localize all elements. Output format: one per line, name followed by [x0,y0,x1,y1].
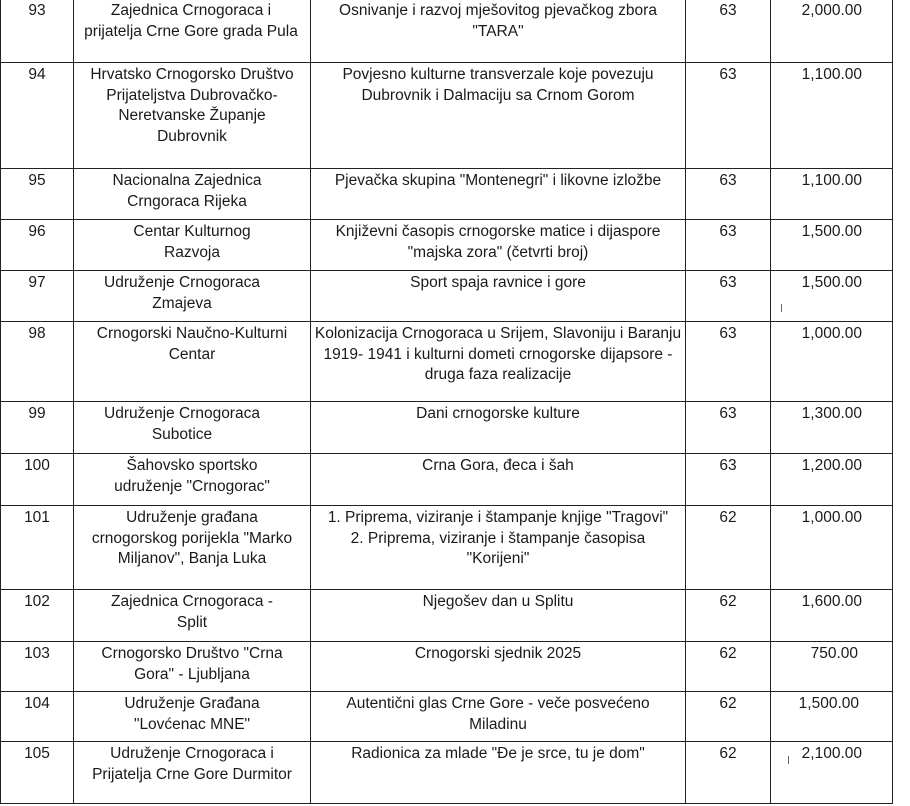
organization-name: Šahovsko sportsko udruženje "Crnogorac" [74,454,311,506]
row-number: 98 [1,322,74,402]
project-name: Radionica za mlade "Đe je srce, tu je dom" [311,742,686,804]
table-row [1,169,893,220]
points-value: 62 [686,590,771,642]
amount-value: 1,500.00 [771,220,893,271]
amount-value: 750.00 [771,642,893,692]
row-number: 96 [1,220,74,271]
project-name: Njegošev dan u Splitu [311,590,686,642]
row-number: 99 [1,402,74,454]
row-number: 100 [1,454,74,506]
organization-name: Udruženje Crnogoraca Zmajeva [74,271,311,322]
points-value: 63 [686,322,771,402]
project-name: Književni časopis crnogorske matice i dijaspore "majska zora" (četvrti broj) [311,220,686,271]
organization-name: Hrvatsko Crnogorsko Društvo Prijateljstva Dubrovačko-Neretvanske Županje Dubrovnik [74,63,311,169]
row-number: 101 [1,506,74,590]
points-value: 63 [686,0,771,63]
amount-value: 1,000.00 [771,506,893,590]
amount-value: 1,200.00 [771,454,893,506]
amount-value: 2,000.00 [771,0,893,63]
project-name: Povjesno kulturne transverzale koje povezuju Dubrovnik i Dalmaciju sa Crnom Gorom [311,63,686,169]
row-number: 104 [1,692,74,742]
project-name: Dani crnogorske kulture [311,402,686,454]
table-row [1,642,893,692]
points-value: 63 [686,220,771,271]
table-row [1,63,893,169]
row-number: 93 [1,0,74,63]
scan-mark [781,304,782,312]
project-name: Autentični glas Crne Gore - veče posvećeno Miladinu [311,692,686,742]
project-name: Osnivanje i razvoj mješovitog pjevačkog zbora "TARA" [311,0,686,63]
points-value: 63 [686,63,771,169]
amount-value: 1,100.00 [771,63,893,169]
points-value: 62 [686,692,771,742]
points-value: 63 [686,454,771,506]
points-value: 63 [686,271,771,322]
project-name: Pjevačka skupina "Montenegri" i likovne izložbe [311,169,686,220]
project-name: Sport spaja ravnice i gore [311,271,686,322]
project-name: Kolonizacija Crnogoraca u Srijem, Slavoniju i Baranju 1919- 1941 i kulturni dometi crnogorske dijapsore -druga faza realizacije [311,322,686,402]
table-row [1,402,893,454]
amount-value: 1,300.00 [771,402,893,454]
organization-name: Udruženje Crnogoraca i Prijatelja Crne Gore Durmitor [74,742,311,804]
table-row [1,0,893,63]
amount-value: 2,100.00 [771,742,893,804]
table-row [1,590,893,642]
points-value: 63 [686,169,771,220]
organization-name: Crnogorski Naučno-Kulturni Centar [74,322,311,402]
row-number: 95 [1,169,74,220]
project-name: Crna Gora, đeca i šah [311,454,686,506]
row-number: 103 [1,642,74,692]
table-row [1,742,893,804]
row-number: 105 [1,742,74,804]
amount-value: 1,600.00 [771,590,893,642]
organization-name: Nacionalna Zajednica Crngoraca Rijeka [74,169,311,220]
table-row [1,454,893,506]
organization-name: Crnogorsko Društvo "Crna Gora" - Ljubljana [74,642,311,692]
table-row [1,322,893,402]
table-row [1,271,893,322]
table-row [1,220,893,271]
amount-value: 1,100.00 [771,169,893,220]
organization-name: Udruženje Crnogoraca Subotice [74,402,311,454]
project-name: 1. Priprema, viziranje i štampanje knjige "Tragovi" 2. Priprema, viziranje i štampanje časopisa "Korijeni" [311,506,686,590]
points-value: 62 [686,742,771,804]
row-number: 102 [1,590,74,642]
organization-name: Udruženje građana crnogorskog porijekla "Marko Miljanov", Banja Luka [74,506,311,590]
organization-name: Zajednica Crnogoraca i prijatelja Crne Gore grada Pula [74,0,311,63]
table-row [1,692,893,742]
row-number: 94 [1,63,74,169]
amount-value: 1,000.00 [771,322,893,402]
points-value: 62 [686,506,771,590]
amount-value: 1,500.00 [771,271,893,322]
scan-mark [788,756,789,764]
table-row [1,506,893,590]
points-value: 63 [686,402,771,454]
organization-name: Centar Kulturnog Razvoja [74,220,311,271]
project-name: Crnogorski sjednik 2025 [311,642,686,692]
organization-name: Zajednica Crnogoraca - Split [74,590,311,642]
organization-name: Udruženje Građana "Lovćenac MNE" [74,692,311,742]
row-number: 97 [1,271,74,322]
amount-value: 1,500.00 [771,692,893,742]
points-value: 62 [686,642,771,692]
